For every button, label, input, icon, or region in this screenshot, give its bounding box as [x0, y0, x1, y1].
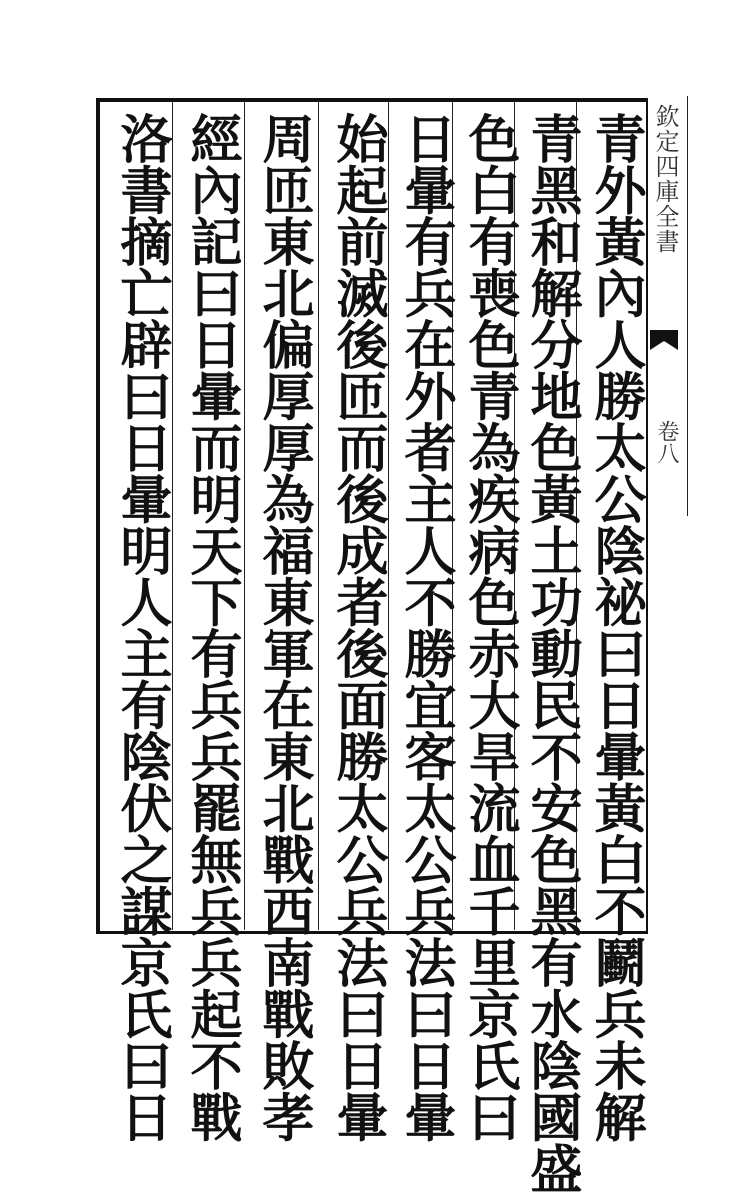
gutter-title: 欽定四庫全書 — [651, 104, 679, 254]
text-column-7 — [180, 112, 242, 1142]
column-6-tail: 孝 — [253, 1090, 314, 1142]
column-3-main: 色白有喪色青為疾病色赤大旱流血千里 — [459, 112, 520, 988]
column-7-main: 經內記曰日暈而明天下有兵兵罷無兵兵起不戰 — [181, 112, 242, 1142]
column-5-main: 始起前滅後匝而後成者後面勝 — [327, 112, 388, 782]
text-column-3 — [458, 112, 520, 1142]
text-column-4 — [394, 112, 456, 1142]
text-column-2 — [520, 112, 582, 1194]
column-5-tail: 太公兵法曰日暈 — [327, 781, 388, 1142]
column-rule — [318, 102, 319, 930]
column-3-tail: 京氏曰 — [459, 987, 520, 1142]
text-column-5 — [326, 112, 388, 1142]
column-4-tail: 太公兵法曰日暈 — [395, 781, 456, 1142]
text-column-1 — [584, 112, 646, 1142]
column-1-tail: 太公陰祕曰日暈黃白不鬬兵未解 — [585, 421, 646, 1142]
column-8-tail: 京氏曰日 — [111, 936, 172, 1142]
text-column-8 — [110, 112, 172, 1142]
column-8-main: 洛書摘亡辟曰日暈明人主有陰伏之謀 — [111, 112, 172, 936]
juan-label: 卷八 — [654, 420, 679, 464]
column-rule — [244, 102, 245, 930]
column-rule — [172, 102, 173, 930]
column-6-main: 周匝東北偏厚厚為福東軍在東北戰西南戰敗 — [253, 112, 314, 1091]
text-column-6 — [252, 112, 314, 1142]
column-rule — [388, 102, 389, 930]
column-1-main: 青外黃內人勝 — [585, 112, 646, 421]
column-4-main: 日暈有兵在外者主人不勝宜客 — [395, 112, 456, 782]
column-2-main: 青黑和解分地色黃土功動民不安色黑有水陰國盛 — [521, 112, 582, 1194]
